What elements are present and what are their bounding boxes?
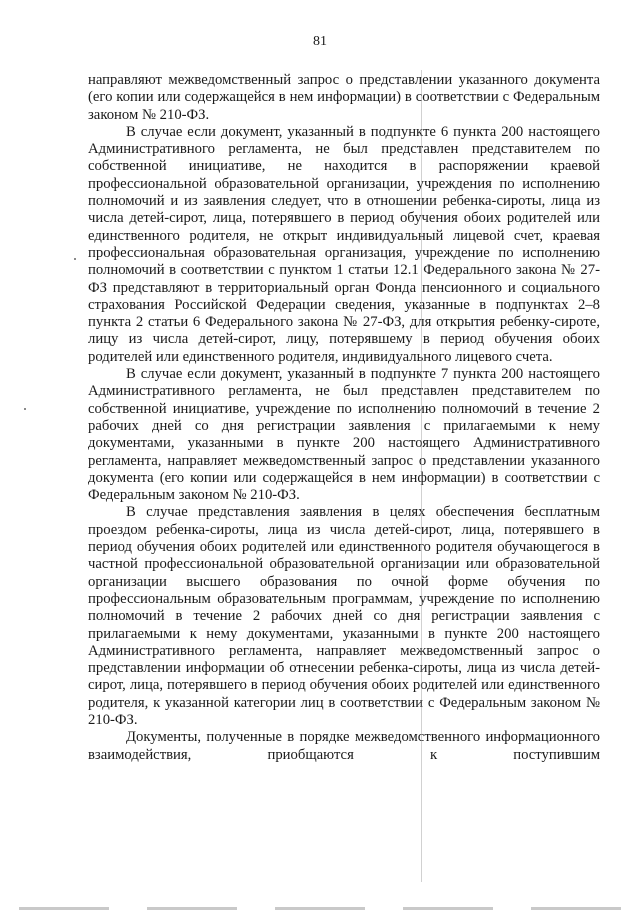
scan-artifact [403,907,493,910]
paragraph-2: В случае если документ, указанный в подпункте 6 пункта 200 настоящего Административного регламента, не был представлен представителем по собственной инициативе, не находится в распоряжении краевой профессиональной образовательной организации, учреждения по исполнению полномочий и из заявления следует, что в отношении ребенка-сироты, лица из числа детей-сирот, лица, потерявшего в период обучения обоих родителей или единственного родителя, не открыт индивидуальный лицевой счет, краевая профессиональная образовательная организация, учреждение по исполнению полномочий в соответствии с пунктом 1 статьи 12.1 Федерального закона № 27-ФЗ представляют в территориальный орган Фонда пенсионного и социального страхования Российской Федерации сведения, указанные в подпунктах 2–8 пункта 2 статьи 6 Федерального закона № 27-ФЗ, для открытия ребенку-сироте, лицу из числа детей-сирот, лицу, потерявшему в период обучения обоих родителей или единственного родителя, индивидуального лицевого счета. [88,123,600,365]
scan-artifact [531,907,621,910]
scan-bottom-edge [0,904,640,912]
scan-fold-line [421,70,422,882]
paragraph-1: направляют межведомственный запрос о представлении указанного документа (его копии или содержащейся в нем информации) в соответствии с Федеральным законом № 210-ФЗ. [88,72,600,123]
scan-artifact [147,907,237,910]
scan-speck [24,408,26,410]
paragraph-4: В случае представления заявления в целях обеспечения бесплатным проездом ребенка-сироты, лица из числа детей-сирот, лица, потерявшего в период обучения обоих родителей или единственного родителя обучающегося в частной профессиональной образовательной организации или образовательной организации высшего образования по очной форме обучения по профессиональным образовательным программам, учреждение по исполнению полномочий в течение 2 рабочих дней со дня регистрации заявления с прилагаемыми к нему документами, указанными в пункте 200 настоящего Административного регламента, направляет межведомственный запрос о представлении информации об отнесении ребенка-сироты, лица из числа детей-сирот, лица, потерявшего в период обучения обоих родителей или единственного родителя, к указанной категории лиц в соответствии с Федеральным законом № 210-ФЗ. [88,504,600,728]
paragraph-5: Документы, полученные в порядке межведомственного информационного взаимодействия, приобщаются к поступившим [88,729,600,763]
scan-speck [74,258,76,260]
page-number: 81 [313,34,327,49]
scan-artifact [19,907,109,910]
paragraph-3: В случае если документ, указанный в подпункте 7 пункта 200 настоящего Административного регламента, не был представлен представителем по собственной инициативе, учреждение по исполнению полномочий в течение 2 рабочих дней со дня регистрации заявления с прилагаемыми к нему документами, указанными в пункте 200 настоящего Административного регламента, направляет межведомственный запрос о представлении указанного документа (его копии или содержащейся в нем информации) в соответствии с Федеральным законом № 210-ФЗ. [88,366,600,504]
scan-artifact [275,907,365,910]
document-body [88,72,600,764]
